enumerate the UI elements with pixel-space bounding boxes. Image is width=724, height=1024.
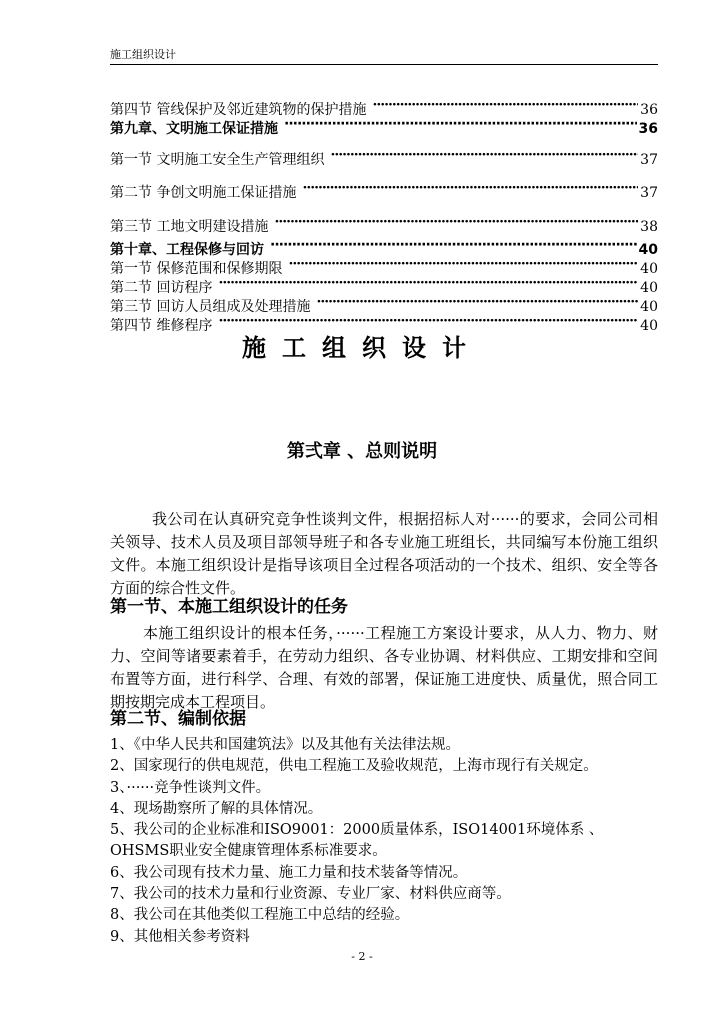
toc-entry-title: 第三节 工地文明建设措施 — [110, 219, 269, 235]
toc-leader-dots — [330, 146, 638, 164]
toc-entry-title: 第十章、工程保修与回访 — [110, 242, 264, 258]
toc-leader-dots — [270, 236, 637, 254]
toc-entry-page: 36 — [638, 121, 658, 137]
page-header — [110, 48, 658, 65]
document-title: 施工组织设计 — [242, 334, 482, 362]
toc-entry-title: 第二节 回访程序 — [110, 280, 213, 296]
page-number: - 2 - — [351, 950, 373, 963]
header-text: 施工组织设计 — [110, 48, 176, 61]
basis-list — [110, 735, 670, 948]
toc-entry-page: 37 — [640, 185, 658, 201]
toc-leader-dots — [316, 293, 638, 311]
list-item: 8、我公司在其他类似工程施工中总结的经验。 — [110, 907, 410, 924]
list-item: 4、现场勘察所了解的具体情况。 — [110, 800, 323, 817]
list-item: 9、其他相关参考资料 — [110, 928, 250, 945]
toc-entry — [110, 146, 658, 169]
toc-entry-page: 40 — [640, 280, 658, 296]
list-item: 3、······竞争性谈判文件。 — [110, 779, 271, 796]
toc-entry-title: 第一节 文明施工安全生产管理组织 — [110, 152, 325, 168]
toc-leader-dots — [218, 312, 638, 330]
toc-leader-dots — [284, 115, 637, 133]
toc-entry-page: 37 — [640, 152, 658, 168]
toc-entry — [110, 213, 658, 236]
toc-entry-page: 40 — [640, 261, 658, 277]
list-item: 1、《中华人民共和国建筑法》以及其他有关法律法规。 — [110, 737, 460, 753]
toc-entry-page: 40 — [640, 318, 658, 334]
chapter-title: 第弍章 、总则说明 — [286, 441, 438, 462]
list-item: 2、国家现行的供电规范，供电工程施工及验收规范，上海市现行有关规定。 — [110, 758, 598, 775]
section-heading: 第二节、编制依据 — [110, 709, 246, 729]
toc-entry-title: 第四节 维修程序 — [110, 318, 213, 334]
list-item: 5、我公司的企业标准和ISO9001：2000质量体系，ISO14001环境体系 、 — [110, 822, 604, 839]
toc-entry — [110, 115, 658, 138]
section-paragraph: 本施工组织设计的根本任务，······工程施工方案设计要求，从人力、物力、财力、空间等诸要素着手，在劳动力组织、各专业协调、材料供应、工期安排和空间布置等方面，进行科学、合理、有效的部署，保证施工进度快、质量优，照合同工期按期完成本工程项目。 — [110, 624, 658, 711]
toc-entry-page: 40 — [638, 242, 658, 258]
toc-leader-dots — [302, 179, 638, 197]
toc-entry-title: 第九章、文明施工保证措施 — [110, 121, 278, 137]
list-item: 7、我公司的技术力量和行业资源、专业厂家、材料供应商等。 — [110, 886, 511, 903]
toc-entry-page: 36 — [640, 102, 658, 118]
list-item: OHSMS职业安全健康管理体系标准要求。 — [110, 843, 387, 860]
toc-entry — [110, 179, 658, 202]
toc-entry-page: 38 — [640, 219, 658, 235]
toc-entry-page: 40 — [640, 299, 658, 315]
toc-entry-title: 第二节 争创文明施工保证措施 — [110, 185, 297, 201]
toc-leader-dots — [218, 274, 638, 292]
section-heading: 第一节、本施工组织设计的任务 — [110, 597, 348, 617]
list-item: 6、我公司现有技术力量、施工力量和技术装备等情况。 — [110, 864, 468, 881]
toc-leader-dots — [274, 213, 638, 231]
toc-entry-title: 第一节 保修范围和保修期限 — [110, 261, 283, 277]
toc-entry-title: 第三节 回访人员组成及处理措施 — [110, 299, 311, 315]
intro-paragraph: 我公司在认真研究竞争性谈判文件，根据招标人对······的要求，会同公司相关领导、技术人员及项目部领导班子和各专业施工班组长，共同编写本份施工组织文件。本施工组织设计是指导该项目全过程各项活动的一个技术、组织、安全等各方面的综合性文件。 — [110, 510, 658, 597]
toc-entry-title: 第四节 管线保护及邻近建筑物的保护措施 — [110, 102, 367, 118]
toc-leader-dots — [372, 96, 638, 114]
toc-leader-dots — [288, 255, 638, 273]
